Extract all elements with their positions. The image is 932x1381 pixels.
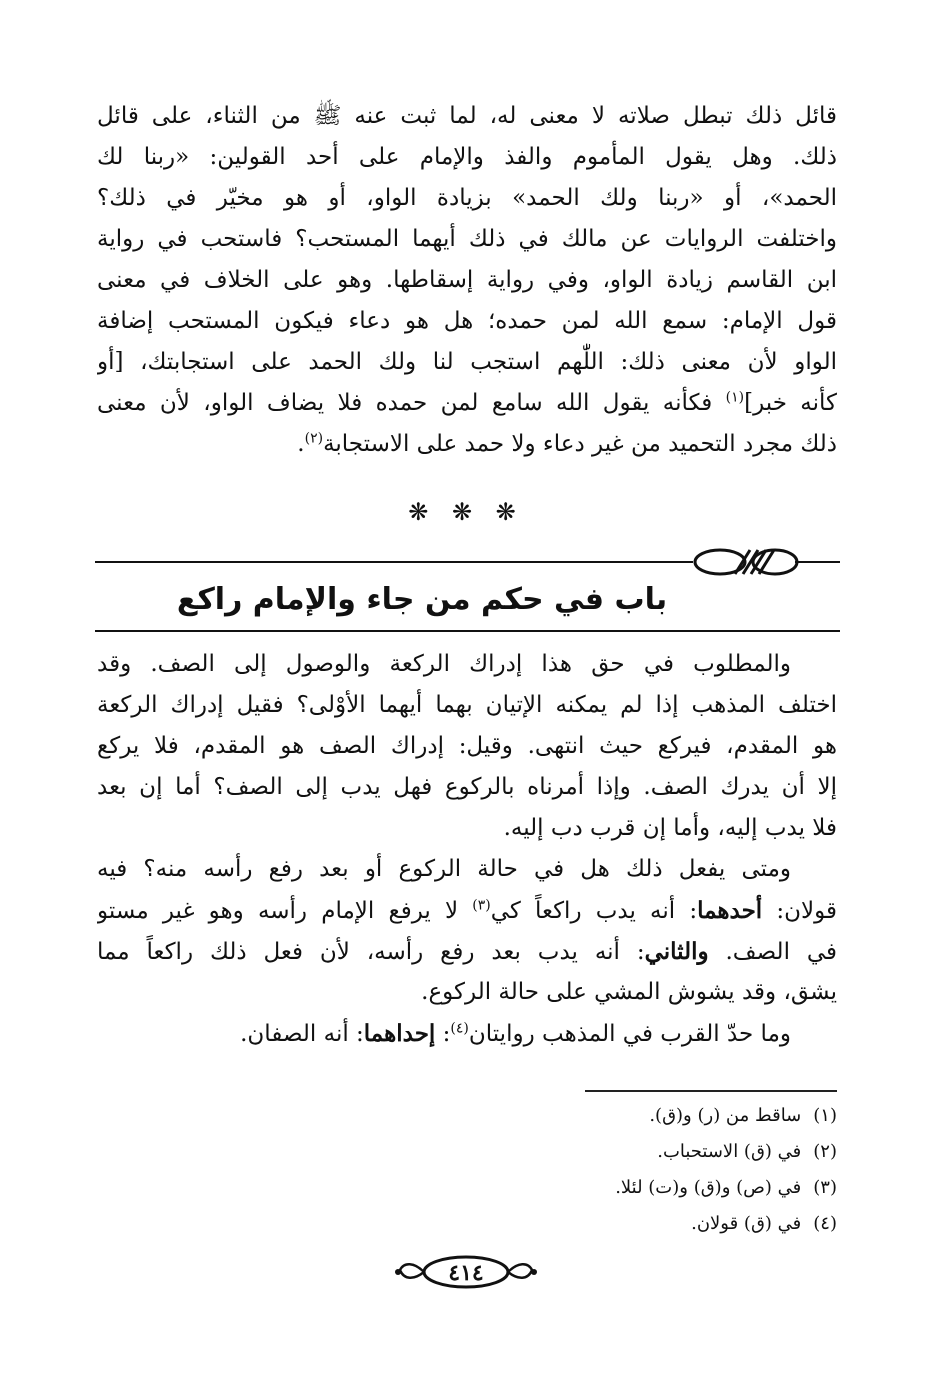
body-paragraphs [97, 644, 837, 1054]
text-line: واختلفت الروايات عن مالك في ذلك أيهما المستحب؟ فاستحب في رواية [97, 226, 837, 252]
text-run: . [297, 431, 305, 457]
text-run: : [435, 1021, 451, 1047]
text-run: كأنه خبر] [744, 390, 837, 416]
footnote-text: في (ق) الاستحباب. [657, 1141, 802, 1162]
page-number: ٤١٤ [448, 1260, 484, 1286]
top-paragraph [97, 96, 837, 465]
page-number-frame-icon [0, 1250, 932, 1294]
bold-term: أحدهما [697, 897, 763, 924]
text-run: : أنه الصفان. [240, 1021, 364, 1047]
text-line: والمطلوب في حق هذا إدراك الركعة والوصول إلى الصف. وقد [97, 651, 791, 677]
footnote-number: (٢) [813, 1141, 837, 1162]
footnote-ref-1: (١) [725, 389, 745, 406]
title-underline [95, 630, 840, 632]
text-line: الحمد»، أو «ربنا ولك الحمد» بزيادة الواو، أو هو مخيّر في ذلك؟ [97, 185, 837, 211]
footnote-ref-3: (٣) [472, 897, 491, 914]
footnotes [97, 1098, 837, 1242]
footnote-item [97, 1206, 837, 1242]
footnote-number: (٤) [813, 1213, 837, 1234]
text-line: هو المقدم، فيركع حيث انتهى. وقيل: إدراك الصف هو المقدم، فلا يركع [97, 733, 837, 759]
bold-term: إحداهما [363, 1020, 436, 1047]
text-line: فلا يدب إليه، وأما إن قرب دب إليه. [503, 815, 837, 841]
text-line [97, 1013, 837, 1054]
text-line: إلا أن يدرك الصف. وإذا أمرناه بالركوع فهل يدب إلى الصف؟ أما إن بعد [97, 774, 837, 800]
footnote-item [97, 1170, 837, 1206]
text-run: فكأنه يقول الله سامع لمن حمده فلا يضاف الواو، لأن معنى [97, 390, 726, 416]
text-line [97, 931, 837, 972]
text-run: : أنه يدب راكعاً كي [490, 898, 698, 924]
footnote-number: (١) [813, 1105, 837, 1126]
section-separator: ❋ ❋ ❋ [408, 498, 524, 526]
footnote-divider [585, 1090, 837, 1092]
footnote-text: في (ق) قولان. [691, 1213, 802, 1234]
footnote-number: (٣) [813, 1177, 837, 1198]
text-line: ابن القاسم زيادة الواو، وفي رواية إسقاطها. وهو على الخلاف في معنى [97, 267, 837, 293]
text-line: قول الإمام: سمع الله لمن حمده؛ هل هو دعاء فيكون المستحب إضافة [97, 308, 837, 334]
footnote-item [97, 1134, 837, 1170]
text-line: قائل ذلك تبطل صلاته لا معنى له، لما ثبت عنه ﷺ من الثناء، على قائل [97, 103, 837, 129]
footnote-ref-2: (٢) [304, 430, 324, 447]
footnote-text: في (ص) و(ق) و(ت) لئلا. [615, 1177, 802, 1198]
text-run: : أنه يدب بعد رفع رأسه، لأن فعل ذلك راكعاً مما [97, 939, 645, 965]
footnote-text: ساقط من (ر) و(ق). [649, 1105, 802, 1126]
page-number-ornament [0, 1250, 932, 1294]
text-run: لا يرفع الإمام رأسه وهو غير مستو [97, 898, 473, 924]
text-line [97, 890, 837, 931]
text-line [97, 383, 837, 424]
text-run: قولان: [762, 898, 837, 924]
chapter-title: باب في حكم من جاء والإمام راكع [176, 582, 668, 617]
text-line: الواو لأن معنى ذلك: اللّٰهم استجب لنا ولك الحمد على استجابتك، [أو [97, 349, 837, 375]
text-line [97, 424, 837, 465]
text-line: ومتى يفعل ذلك هل في حالة الركوع أو بعد رفع رأسه منه؟ فيه [97, 856, 791, 882]
footnote-ref-4: (٤) [450, 1020, 469, 1037]
text-run: وما حدّ القرب في المذهب روايتان [468, 1021, 791, 1047]
text-line: اختلف المذهب إذا لم يمكنه الإتيان بهما أيهما الأوْلى؟ فقيل إدراك الركعة [97, 692, 837, 718]
text-line: ذلك. وهل يقول المأموم والفذ والإمام على أحد القولين: «ربنا لك [97, 144, 837, 170]
text-run: ذلك مجرد التحميد من غير دعاء ولا حمد على الاستجابة [323, 431, 837, 457]
text-line: يشق، وقد يشوش المشي على حالة الركوع. [421, 979, 837, 1005]
bold-term: والثاني [644, 938, 709, 965]
text-run: في الصف. [708, 939, 837, 965]
footnote-item [97, 1098, 837, 1134]
